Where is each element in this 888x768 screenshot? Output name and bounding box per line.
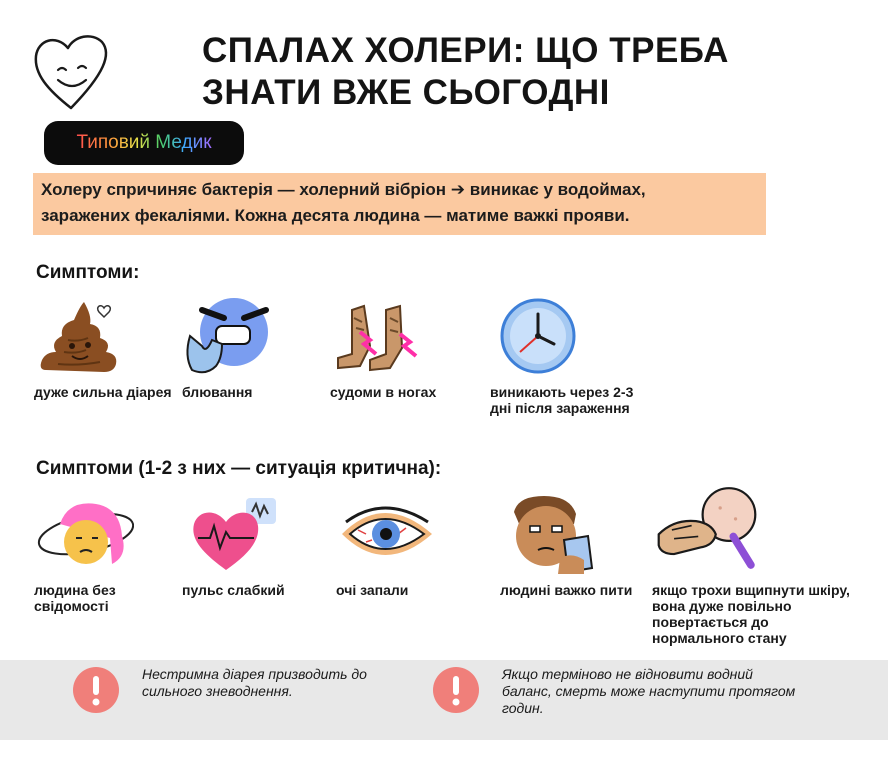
exclamation-icon [72,666,120,714]
critical-symptom-item [336,494,486,598]
sunken-eye-icon [336,494,436,576]
alert-item [72,666,392,714]
symptom-item [34,296,184,400]
symptom-item [490,296,640,416]
intro-box [33,173,766,235]
heart-pulse-icon [182,494,282,576]
critical-symptoms-heading: Симптоми (1-2 з них — ситуація критична): [36,458,442,479]
critical-symptom-label: очі запали [336,582,409,598]
critical-symptom-item [500,494,650,598]
critical-symptom-item [182,494,332,598]
title-line-1: СПАЛАХ ХОЛЕРИ: ЩО ТРЕБА [202,31,729,70]
intro-part-2: ➔ виникає у водоймах, [446,180,646,199]
critical-symptom-label: пульс слабкий [182,582,285,598]
intro-part-1: Холеру спричиняє бактерія — [41,180,300,199]
critical-symptom-label: людині важко пити [500,582,633,598]
symptom-label: судоми в ногах [330,384,437,400]
poop-icon [34,296,134,378]
leg-cramp-icon [330,296,430,378]
clock-icon [490,296,590,378]
symptom-label: виникають через 2-3 дні після зараження [490,384,634,416]
symptom-label: дуже сильна діарея [34,384,172,400]
symptoms-heading: Симптоми: [36,262,140,283]
critical-symptom-item [34,494,184,614]
drinking-difficulty-icon [500,494,600,576]
symptom-label: блювання [182,384,253,400]
brand-name: Типовий Медик [76,132,212,153]
page-title [202,30,842,114]
alert-text: Якщо терміново не відновити водний баланс, смерть може наступити протягом годин. [502,666,796,716]
brand-badge [44,121,244,165]
alert-item [432,666,802,717]
exclamation-icon [432,666,480,714]
critical-symptom-item [652,486,852,646]
symptom-item [330,296,480,400]
alert-text: Нестримна діарея призводить до сильного зневоднення. [142,666,367,699]
skin-pinch-icon [652,486,762,576]
symptom-item [182,296,332,400]
intro-line-1 [41,177,758,203]
critical-symptom-label: якщо трохи вщипнути шкіру, вона дуже повільно повертається до нормального стану [652,582,850,646]
dizzy-face-icon [34,494,134,576]
intro-line-2: заражених фекаліями. Кожна десята людина — матиме важкі прояви. [41,206,630,225]
intro-bold-term: холерний вібріон [299,180,447,199]
smiling-heart-icon [30,28,112,114]
title-line-2: ЗНАТИ ВЖЕ СЬОГОДНІ [202,73,610,112]
vomiting-face-icon [182,296,282,378]
critical-symptom-label: людина без свідомості [34,582,116,614]
